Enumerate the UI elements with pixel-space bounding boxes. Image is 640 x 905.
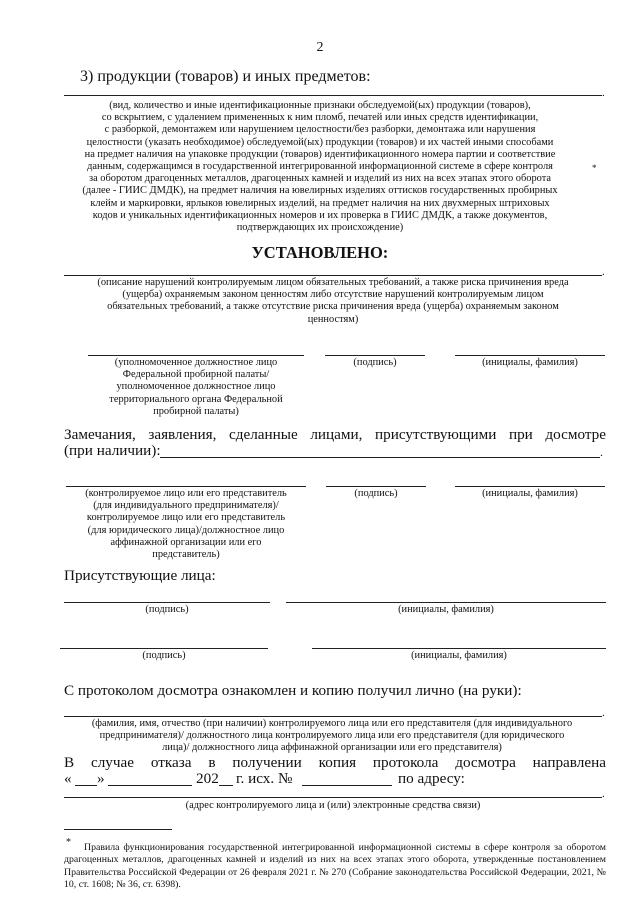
controlled-initials-label: (инициалы, фамилия) xyxy=(482,488,578,499)
remarks-fill-line xyxy=(160,457,600,458)
refusal-line1: В случае отказа в получении копия протокола досмотра направлена xyxy=(64,754,606,771)
outgoing-number-label: г. исх. № xyxy=(236,770,293,787)
official-signature-label: (подпись) xyxy=(353,357,397,368)
section3-fill-line xyxy=(64,95,602,96)
present1-initials-line xyxy=(286,602,606,603)
present1-initials-label: (инициалы, фамилия) xyxy=(398,604,494,615)
controlled-caption: (контролируемое лицо или его представитель (для индивидуального предпринимателя)/ контролируемое лицо или его представитель (для юридического лица)/должностное лицо аффинажной организации или его представитель) xyxy=(85,488,287,561)
official-caption: (уполномоченное должностное лицо Федеральной пробирной палаты/ уполномоченное должностное лицо территориального органа Федеральной пробирной палаты) xyxy=(109,357,283,417)
controlled-initials-line xyxy=(455,486,605,487)
address-caption: (адрес контролируемого лица и (или) электронные средства связи) xyxy=(185,800,481,811)
established-title: УСТАНОВЛЕНО: xyxy=(251,243,389,262)
footnote-mark: * xyxy=(66,837,71,848)
present2-initials-line xyxy=(312,648,606,649)
footnote-reference-mark: * xyxy=(592,163,597,173)
date-close-quote: » xyxy=(97,770,105,787)
acquainted-caption: (фамилия, имя, отчество (при наличии) контролируемого лица или его представителя (для индивидуального предпринимателя)/ должностного лица контролируемого лица или его представителя (для юридического лица)/ должностного лица аффинажной организации или его представителя) xyxy=(91,718,573,754)
controlled-signature-line xyxy=(326,486,426,487)
month-fill-line xyxy=(108,785,192,786)
footnote-separator xyxy=(64,829,172,830)
present2-initials-label: (инициалы, фамилия) xyxy=(411,650,507,661)
acquainted-fill-line xyxy=(64,716,602,717)
acquainted-text: С протоколом досмотра ознакомлен и копию получил лично (на руки): xyxy=(64,682,522,699)
present-title: Присутствующие лица: xyxy=(64,567,216,584)
present2-signature-line xyxy=(60,648,268,649)
established-fill-line xyxy=(64,275,602,276)
address-fill-line xyxy=(64,797,602,798)
remarks-end-dot: . xyxy=(600,445,603,459)
line-end-dot: . xyxy=(602,87,605,99)
official-initials-label: (инициалы, фамилия) xyxy=(482,357,578,368)
address-label: по адресу: xyxy=(398,770,465,787)
remarks-line1: Замечания, заявления, сделанные лицами, присутствующими при досмотре xyxy=(64,426,606,443)
official-name-line xyxy=(88,355,304,356)
year-fill-line xyxy=(219,785,233,786)
official-signature-line xyxy=(325,355,425,356)
page-number: 2 xyxy=(316,40,324,55)
line-end-dot: . xyxy=(602,788,605,800)
section3-title: 3) продукции (товаров) и иных предметов: xyxy=(80,68,371,85)
year-prefix: 202 xyxy=(196,770,219,787)
footnote-text: Правила функционирования государственной интегрированной информационной системы в сфере контроля за оборотом драгоценных металлов, драгоценных камней и изделий из них на всех этапах этого оборота, утвержденные постановлением Правительства Российской Федерации от 26 февраля 2021 г. № 270 (Собрание законодательства Российской Федерации, 2021, № 10, ст. 1608; № 36, ст. 6398). xyxy=(64,842,606,891)
present1-signature-line xyxy=(64,602,270,603)
day-fill-line xyxy=(75,785,97,786)
line-end-dot: . xyxy=(602,707,605,719)
controlled-name-line xyxy=(66,486,306,487)
number-fill-line xyxy=(302,785,392,786)
refusal-line2 xyxy=(64,770,606,790)
present2-signature-label: (подпись) xyxy=(142,650,186,661)
present1-signature-label: (подпись) xyxy=(145,604,189,615)
official-initials-line xyxy=(455,355,605,356)
section3-caption: (вид, количество и иные идентификационные признаки обследуемой(ых) продукции (товаров), со вскрытием, с удалением примененных к ним пломб, печатей или иных средств идентификации, с разборкой, демонтажем или нарушением целостности/без разборки, демонтажа или нарушения целостности (указать необходимое) обследуемой(ых) продукции (товаров) и их частей иными способами на предмет наличия на упаковке продукции (товаров) идентификационного номера партии и соответствие данным, содержащимся в государственной интегрированной информационной системе в сфере контроля за оборотом драгоценных металлов, драгоценных камней и изделий из них на всех этапах этого оборота (далее - ГИИС ДМДК), на предмет наличия на ювелирных изделиях оттисков государственных пробирных клейм и маркировки, ярлыков ювелирных изделий, на предмет наличия на них двухмерных штриховых кодов и уникальных идентификационных номеров и их проверка в ГИИС ДМДК, а также документов, подтверждающих их происхождение) xyxy=(82,100,558,234)
date-open-quote: « xyxy=(64,770,72,787)
line-end-dot: . xyxy=(602,266,605,278)
controlled-signature-label: (подпись) xyxy=(354,488,398,499)
established-caption: (описание нарушений контролируемым лицом обязательных требований, а также риска причинения вреда (ущерба) охраняемым законом ценностям либо отсутствие нарушений контролируемым лицом обязательных требований, а также отсутствие риска причинения вреда (ущерба) охраняемым законом ценностям) xyxy=(97,277,569,325)
remarks-line2: (при наличии): xyxy=(64,442,161,459)
